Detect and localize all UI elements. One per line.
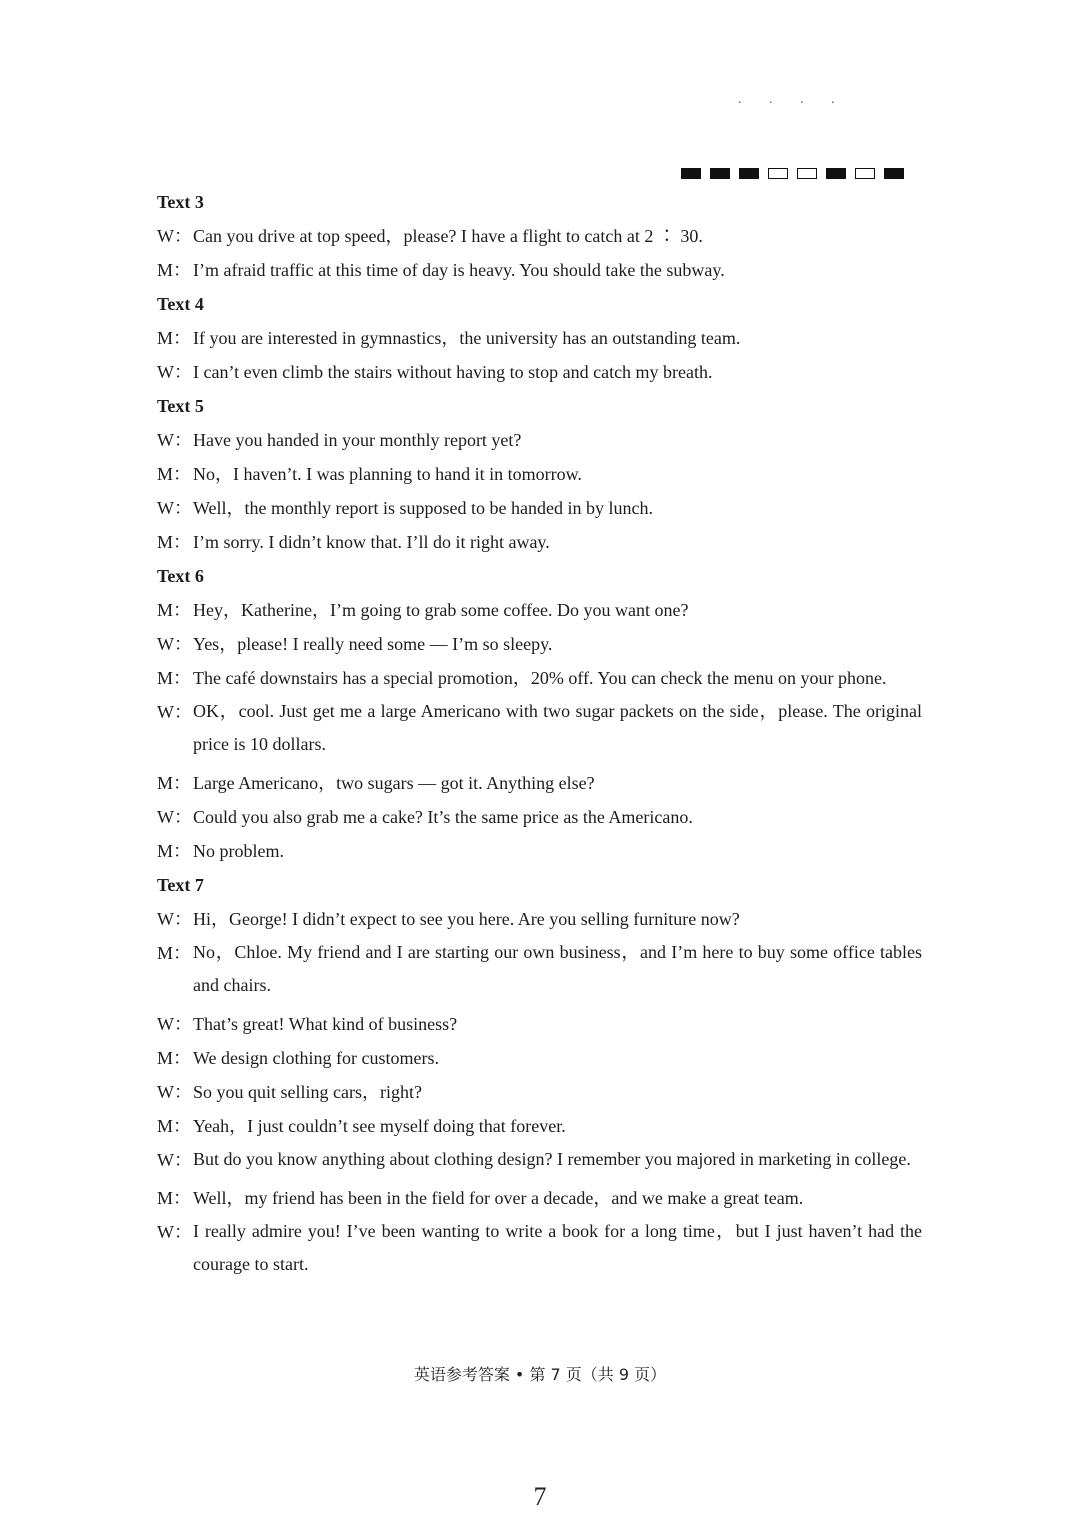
alignment-mark-filled xyxy=(826,168,846,179)
utterance-text: I’m sorry. I didn’t know that. I’ll do it right away. xyxy=(193,532,550,552)
alignment-mark-filled xyxy=(884,168,904,179)
speaker-label: M： xyxy=(157,600,192,620)
speaker-label: M： xyxy=(157,532,192,552)
dialogue-content xyxy=(157,190,922,1291)
speaker-label: W： xyxy=(157,362,192,382)
dialogue-line xyxy=(157,771,922,795)
dialogue-line xyxy=(157,360,922,384)
speaker-label: M： xyxy=(157,1048,192,1068)
dialogue-line xyxy=(157,666,922,690)
utterance-text: I can’t even climb the stairs without having to stop and catch my breath. xyxy=(193,362,713,382)
speaker-label: M： xyxy=(157,464,192,484)
section-heading: Text 3 xyxy=(157,192,204,212)
dialogue-line xyxy=(157,1046,922,1070)
dialogue-line xyxy=(157,805,922,829)
alignment-mark-empty xyxy=(797,168,817,179)
speaker-label: W： xyxy=(157,1082,192,1102)
utterance-text: The café downstairs has a special promotion，20% off. You can check the menu on your phone. xyxy=(193,668,887,688)
speaker-label: W： xyxy=(157,498,192,518)
dialogue-line xyxy=(157,1080,922,1104)
dialogue-line xyxy=(157,1012,922,1036)
utterance-text: Yes，please! I really need some — I’m so sleepy. xyxy=(193,634,553,654)
page-number: 7 xyxy=(533,1482,547,1511)
utterance-text: Well，my friend has been in the field for over a decade，and we make a great team. xyxy=(193,1188,804,1208)
utterance-text: Large Americano，two sugars — got it. Anything else? xyxy=(193,773,595,793)
speaker-label: W： xyxy=(157,226,192,246)
dialogue-line xyxy=(157,462,922,486)
dialogue-line xyxy=(157,428,922,452)
dialogue-line xyxy=(157,839,922,863)
dialogue-line xyxy=(157,700,922,761)
speaker-label: W： xyxy=(157,807,192,827)
utterance-text: But do you know anything about clothing design? I remember you majored in marketing in college. xyxy=(193,1149,911,1169)
section-heading: Text 6 xyxy=(157,566,204,586)
dialogue-line xyxy=(157,326,922,350)
dialogue-line xyxy=(157,632,922,656)
utterance-text: I really admire you! I’ve been wanting to write a book for a long time，but I just haven’t had the courage to start. xyxy=(193,1221,922,1274)
utterance-text: No problem. xyxy=(193,841,284,861)
speaker-label: M： xyxy=(157,773,192,793)
speaker-label: M： xyxy=(157,328,192,348)
dialogue-line xyxy=(157,941,922,1002)
utterance-text: Hey，Katherine，I’m going to grab some coffee. Do you want one? xyxy=(193,600,689,620)
speaker-label: W： xyxy=(157,909,192,929)
dialogue-line xyxy=(157,530,922,554)
alignment-mark-empty xyxy=(768,168,788,179)
speaker-label: M： xyxy=(157,1116,192,1136)
dialogue-line xyxy=(157,598,922,622)
dialogue-line xyxy=(157,224,922,248)
speaker-label: W： xyxy=(157,702,192,722)
dialogue-line xyxy=(157,907,922,931)
speaker-label: W： xyxy=(157,1150,192,1170)
utterance-text: Yeah，I just couldn’t see myself doing that forever. xyxy=(193,1116,566,1136)
speaker-label: W： xyxy=(157,430,192,450)
utterance-text: No，I haven’t. I was planning to hand it in tomorrow. xyxy=(193,464,582,484)
section-heading: Text 7 xyxy=(157,875,204,895)
dialogue-line xyxy=(157,1114,922,1138)
utterance-text: I’m afraid traffic at this time of day is heavy. You should take the subway. xyxy=(193,260,725,280)
utterance-text: Could you also grab me a cake? It’s the same price as the Americano. xyxy=(193,807,693,827)
utterance-text: Well，the monthly report is supposed to be handed in by lunch. xyxy=(193,498,653,518)
alignment-mark-filled xyxy=(681,168,701,179)
dialogue-line xyxy=(157,1220,922,1281)
speaker-label: W： xyxy=(157,634,192,654)
page-footer: 英语参考答案 • 第 7 页（共 9 页） xyxy=(413,1365,667,1384)
utterance-text: Hi，George! I didn’t expect to see you here. Are you selling furniture now? xyxy=(193,909,740,929)
speaker-label: W： xyxy=(157,1014,192,1034)
alignment-mark-filled xyxy=(739,168,759,179)
scan-dots: . . . . xyxy=(738,92,847,107)
alignment-mark-filled xyxy=(710,168,730,179)
utterance-text: Can you drive at top speed，please? I have a flight to catch at 2 ∶ 30. xyxy=(193,226,703,246)
utterance-text: If you are interested in gymnastics，the university has an outstanding team. xyxy=(193,328,741,348)
speaker-label: M： xyxy=(157,668,192,688)
speaker-label: M： xyxy=(157,943,192,963)
utterance-text: We design clothing for customers. xyxy=(193,1048,439,1068)
speaker-label: M： xyxy=(157,260,192,280)
speaker-label: W： xyxy=(157,1222,192,1242)
speaker-label: M： xyxy=(157,841,192,861)
dialogue-line xyxy=(157,1186,922,1210)
speaker-label: M： xyxy=(157,1188,192,1208)
section-heading: Text 5 xyxy=(157,396,204,416)
section-heading: Text 4 xyxy=(157,294,204,314)
utterance-text: OK，cool. Just get me a large Americano with two sugar packets on the side，please. The original price is 10 dollars. xyxy=(193,701,922,754)
dialogue-line xyxy=(157,496,922,520)
utterance-text: Have you handed in your monthly report yet? xyxy=(193,430,522,450)
alignment-marks xyxy=(681,168,904,179)
alignment-mark-empty xyxy=(855,168,875,179)
utterance-text: That’s great! What kind of business? xyxy=(193,1014,458,1034)
utterance-text: No，Chloe. My friend and I are starting our own business，and I’m here to buy some office tables and chairs. xyxy=(193,942,922,995)
dialogue-line xyxy=(157,1148,922,1176)
dialogue-line xyxy=(157,258,922,282)
utterance-text: So you quit selling cars，right? xyxy=(193,1082,422,1102)
